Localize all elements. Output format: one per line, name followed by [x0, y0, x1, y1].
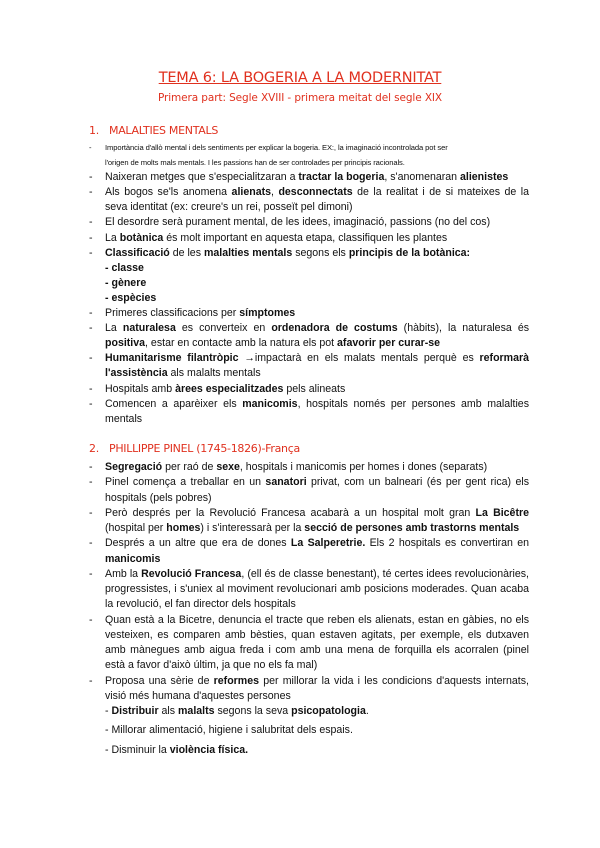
list-item: - Després a un altre que era de dones La Salperetrie. Els 2 hospitals es convertiran en manicomis — [89, 537, 529, 565]
section-1-number: 1. — [89, 124, 99, 137]
sub-item: - classe — [105, 261, 144, 274]
list-item: - Proposa una sèrie de reformes per millorar la vida i les condicions d'aquests internats, visió més humana d'aquestes persones — [89, 674, 529, 702]
list-item: - Humanitarisme filantròpic →impactarà en els malats mentals perquè es reformarà l'assistència als malalts mentals — [89, 352, 530, 380]
sub-item: - gènere — [105, 276, 147, 289]
page-subtitle: Primera part: Segle XVIII - primera meitat del segle XIX — [157, 92, 443, 104]
list-item: - Hospitals amb àrees especialitzades pels alineats — [89, 382, 346, 395]
section-2-title: PHILLIPPE PINEL (1745-1826)-França — [109, 442, 300, 455]
list-item: - El desordre serà purament mental, de les idees, imaginació, passions (no del cos) — [89, 216, 491, 229]
section-2-list — [89, 460, 529, 759]
list-item: - Als bogos se'ls anomena alienats, desconnectats de la realitat i de si mateixes de la seva identitat (ex: creure's un rei, posseït pel dimoni) — [89, 186, 529, 214]
section-2-heading — [89, 442, 300, 455]
list-item: - La botànica és molt important en aquesta etapa, classifiquen les plantes — [89, 231, 448, 244]
list-item: - Pinel comença a treballar en un sanatori privat, com un balneari (és per gent rica) els hospitals (pels pobres) — [89, 476, 529, 504]
section-1-title: MALALTIES MENTALS — [109, 124, 218, 137]
list-item: - Però després per la Revolució Francesa acabarà a un hospital molt gran La Bicêtre (hospital per homes) i s'interessarà per la secció de persones amb trastorns mentals — [89, 506, 529, 534]
list-item: - Quan està a la Bicetre, denuncia el tracte que reben els alienats, estan en gàbies, no els vesteixen, es comparen amb bèsties, quan estaven agitats, per exemple, els dutxaven amb mànegues amb aigua freda i com amb una mena de forquilla els acorralen (pinel està a favor d'això últim, ja que no els fa mal) — [89, 613, 529, 672]
sub-item: - espècies — [105, 291, 157, 304]
sub-item: - Disminuir la violència física. — [105, 744, 249, 757]
section-1-list — [89, 141, 529, 427]
list-item: - Naixeran metges que s'especialitzaran a tractar la bogeria, s'anomenaran alienistes — [89, 171, 509, 184]
sub-item: - Millorar alimentació, higiene i salubritat dels espais. — [105, 724, 353, 737]
list-item: - Classificació de les malalties mentals segons els principis de la botànica: — [89, 246, 471, 259]
list-item: - Primeres classificacions per símptomes — [89, 307, 296, 320]
list-item: - Segregació per raó de sexe, hospitals i manicomis per homes i dones (separats) — [89, 461, 488, 473]
list-item: - Amb la Revolució Francesa, (ell és de classe benestant), té certes idees revolucionàries, progressistes, i s'uniex al moviment revolucionari amb posicions moderades. Quan acaba la revolució, el fan director dels hospitals — [89, 567, 529, 611]
section-2-number: 2. — [89, 442, 99, 455]
list-item: - Importància d'allò mental i dels sentiments per explicar la bogeria. EX:, la imaginació incontrolada pot ser l'origen de molts mals mentals. I les passions han de ser controlades per principis racionals. — [89, 143, 448, 167]
list-item: - Comencen a aparèixer els manicomis, hospitals només per persones amb malalties mentals — [89, 397, 529, 425]
section-1-heading — [89, 124, 218, 137]
sub-item: - Distribuir als malalts segons la seva psicopatologia. — [105, 705, 369, 717]
page-title: TEMA 6: LA BOGERIA A LA MODERNITAT — [158, 70, 442, 86]
list-item: - La naturalesa es converteix en ordenadora de costums (hàbits), la naturalesa és positiva, estar en contacte amb la natura els pot afavorir per curar-se — [89, 322, 530, 350]
